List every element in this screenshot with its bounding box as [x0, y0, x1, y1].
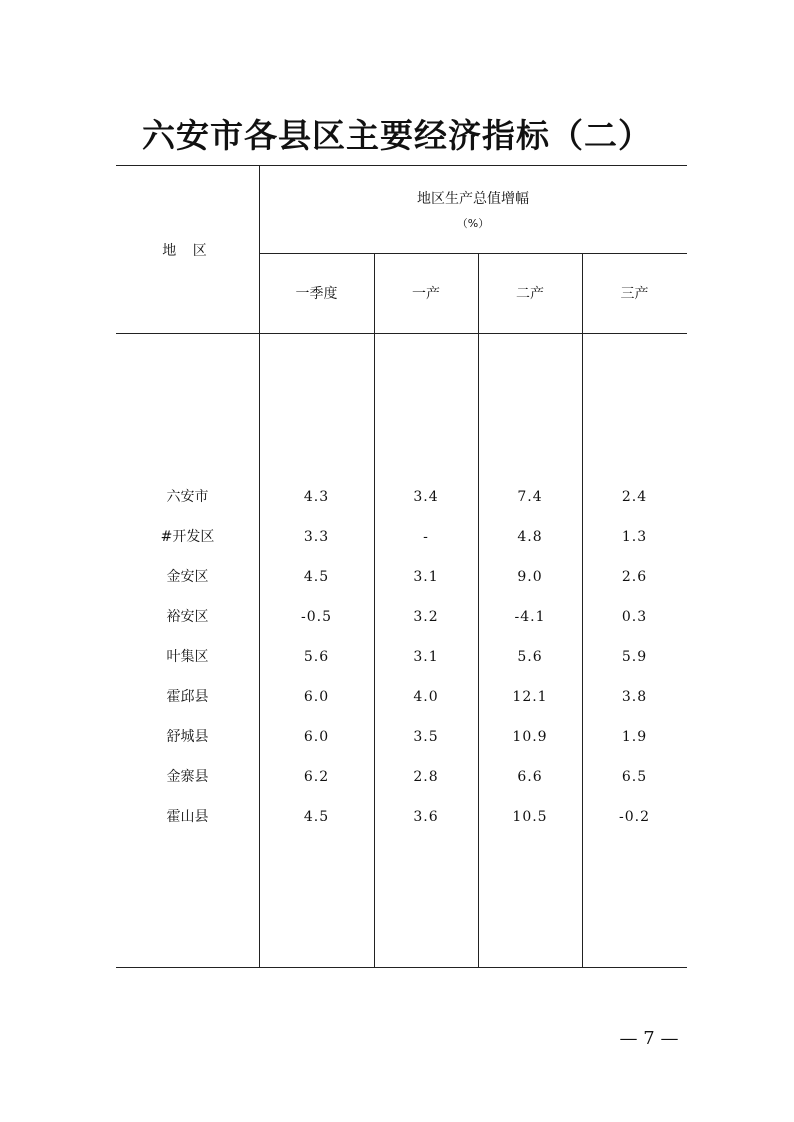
value-q1: -0.5 [301, 609, 332, 625]
table-row [0, 726, 794, 748]
table-row [0, 566, 794, 588]
page-title: 六安市各县区主要经济指标（二） [142, 116, 652, 155]
value-q1: 5.6 [303, 649, 330, 665]
unit-label: （%） [456, 217, 490, 230]
region-header: 地 区 [162, 243, 213, 259]
gdp-growth-header: 地区生产总值增幅 [417, 191, 529, 207]
column-header-primary: 一产 [412, 286, 440, 302]
value-q1: 6.2 [303, 769, 330, 785]
value-secondary: 10.9 [512, 729, 548, 745]
region-name: 裕安区 [166, 609, 209, 625]
value-tertiary: 2.4 [621, 489, 648, 505]
value-primary: 3.5 [413, 729, 439, 745]
table-bottom-rule [116, 967, 687, 968]
table-row [0, 646, 794, 668]
column-header-q1: 一季度 [295, 286, 338, 302]
value-secondary: 7.4 [517, 489, 543, 505]
value-secondary: 6.6 [517, 769, 543, 785]
value-secondary: 5.6 [517, 649, 543, 665]
value-primary: 2.8 [413, 769, 439, 785]
header-sub-rule [259, 253, 687, 254]
region-name: 霍邱县 [166, 689, 209, 705]
value-tertiary: 1.3 [621, 529, 648, 545]
value-primary: 3.4 [413, 489, 439, 505]
value-q1: 6.0 [303, 689, 330, 705]
region-name: 六安市 [166, 489, 209, 505]
value-tertiary: 2.6 [621, 569, 648, 585]
value-primary: 3.6 [413, 809, 439, 825]
value-secondary: 4.8 [517, 529, 543, 545]
value-tertiary: 1.9 [621, 729, 648, 745]
region-name: 霍山县 [166, 809, 209, 825]
region-name: 叶集区 [166, 649, 209, 665]
table-row [0, 766, 794, 788]
value-q1: 3.3 [303, 529, 330, 545]
region-name: #开发区 [160, 529, 215, 545]
region-name: 金安区 [166, 569, 209, 585]
region-name: 舒城县 [166, 729, 209, 745]
value-secondary: 12.1 [512, 689, 548, 705]
value-q1: 4.5 [303, 569, 330, 585]
table-top-rule [116, 165, 687, 166]
value-q1: 4.3 [303, 489, 330, 505]
value-tertiary: 5.9 [621, 649, 648, 665]
header-bottom-rule [116, 333, 687, 334]
column-header-tertiary: 三产 [620, 286, 649, 302]
value-tertiary: 0.3 [621, 609, 648, 625]
value-primary: 3.2 [413, 609, 439, 625]
value-secondary: 9.0 [517, 569, 543, 585]
value-secondary: -4.1 [514, 609, 546, 625]
value-q1: 4.5 [303, 809, 330, 825]
table-row [0, 526, 794, 548]
value-tertiary: 3.8 [621, 689, 648, 705]
value-tertiary: -0.2 [619, 809, 650, 825]
table-row [0, 486, 794, 508]
value-q1: 6.0 [303, 729, 330, 745]
value-primary: 4.0 [413, 689, 439, 705]
value-secondary: 10.5 [512, 809, 548, 825]
table-row [0, 606, 794, 628]
column-header-secondary: 二产 [516, 286, 544, 302]
value-primary: - [423, 529, 429, 545]
table-row [0, 686, 794, 708]
page-number: — 7 — [619, 1028, 679, 1049]
value-primary: 3.1 [413, 649, 439, 665]
value-primary: 3.1 [413, 569, 439, 585]
region-name: 金寨县 [166, 769, 209, 785]
value-tertiary: 6.5 [621, 769, 648, 785]
table-row [0, 806, 794, 828]
